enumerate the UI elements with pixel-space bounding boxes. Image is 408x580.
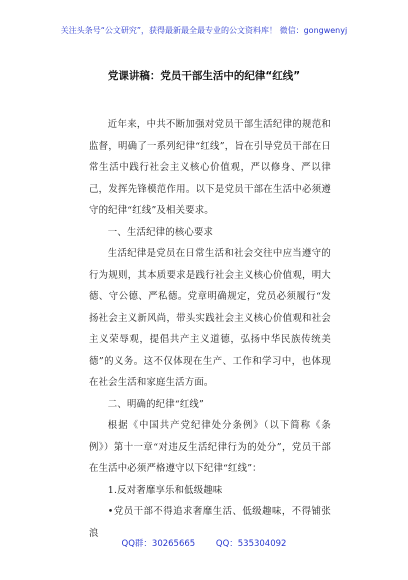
- section1-heading: 一、生活纪律的核心要求: [107, 226, 214, 238]
- document-title: 党课讲稿：党员干部生活中的纪律“红线”: [107, 70, 301, 82]
- intro-paragraph: 近年来，中共不断加强对党员干部生活纪律的规范和监督，明确了一系列纪律“红线”，旨在引导党员干部在日常生活中践行社会主义核心价值观，严以修身、严以律己，发挥先锋模范作用。以下是党员干部在生活中必须遵守的纪律“红线”及相关要求。: [89, 119, 331, 216]
- section1-paragraph: 生活纪律是党员在日常生活和社会交往中应当遵守的行为规则，其本质要求是践行社会主义核心价值观，明大德、守公德、严私德。党章明确规定，党员必须履行“发扬社会主义新风尚，带头实践社会主义核心价值观和社会主义荣辱观，提倡共产主义道德，弘扬中华民族传统美德”的义务。这不仅体现在生产、工作和学习中，也体现在社会生活和家庭生活方面。: [89, 248, 331, 388]
- section2-heading: 二、明确的纪律“红线”: [107, 398, 204, 410]
- footer-qq: QQ：535304092: [215, 539, 287, 549]
- footer-qq-group: QQ群：30265665: [121, 539, 196, 549]
- header-notice: 关注头条号“公文研究”，获得最新最全最专业的公文资料库！ 微信：gongwenyj: [60, 26, 348, 35]
- section2-paragraph: 根据《中国共产党纪律处分条例》（以下简称《条例》）第十一章“对违反生活纪律行为的处分”，党员干部在生活中必须严格遵守以下纪律“红线”：: [89, 420, 331, 474]
- item1-heading: 1.反对奢靡享乐和低级趣味: [107, 484, 223, 496]
- footer-contacts: [0, 537, 408, 549]
- document-body: [89, 114, 331, 544]
- item1-bullet: •党员干部不得追求奢靡生活、低级趣味，不得铺张浪: [89, 506, 331, 539]
